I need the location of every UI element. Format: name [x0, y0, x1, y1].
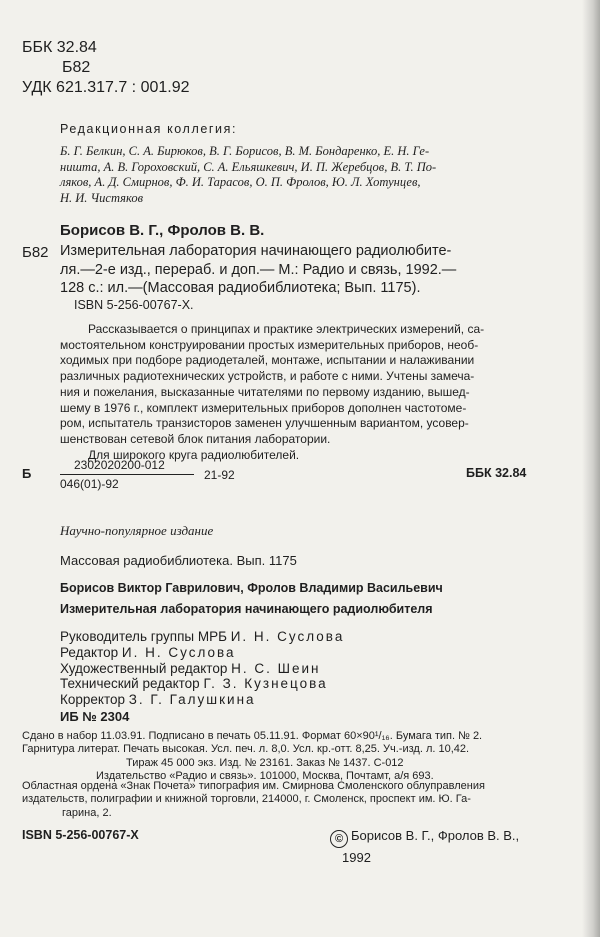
copyright-icon: © [330, 830, 348, 848]
board-line: ништа, А. В. Гороховский, С. А. Ельяшкевич, И. П. Жеребцов, В. Т. По- [60, 159, 437, 174]
bibliography-code: Б82 [22, 244, 49, 261]
staff-line [60, 692, 344, 708]
catalog-letter: Б [22, 466, 32, 481]
staff-role: Художественный редактор [60, 660, 228, 676]
printer-line: издательств, полиграфии и книжной торговли, 214000, г. Смоленск, проспект им. Ю. Га- [22, 793, 471, 806]
abstract-line: Для широкого круга радиолюбителей. [88, 447, 300, 462]
page-edge-shadow [582, 0, 600, 937]
biblio-line: Измерительная лаборатория начинающего радиолюбите- [60, 243, 452, 259]
board-line: Б. Г. Белкин, С. А. Бирюков, В. Г. Борисов, В. М. Бондаренко, Е. Н. Ге- [60, 144, 430, 158]
print-line: Гарнитура литерат. Печать высокая. Усл. печ. л. 8,0. Усл. кр.-отт. 8,25. Уч.-изд. л. 10,42. [22, 743, 470, 756]
bibliography-authors: Борисов В. Г., Фролов В. В. [60, 222, 265, 239]
copyright-year: 1992 [342, 850, 371, 865]
staff-role: Редактор [60, 644, 119, 660]
catalog-suffix: 21-92 [204, 468, 235, 482]
printer-line: Областная ордена «Знак Почета» типография им. Смирнова Смоленского облуправления [22, 780, 485, 792]
biblio-line: ля.—2-е изд., перераб. и доп.— М.: Радио и связь, 1992.— [60, 261, 457, 278]
staff-line [60, 645, 344, 661]
staff-line [60, 629, 344, 645]
catalog-index [60, 458, 235, 491]
abstract [60, 322, 484, 463]
staff-name: И. Н. Суслова [230, 629, 345, 644]
abstract-line: различных радиотехнических устройств, и работе с ними. Учтены замеча- [60, 369, 475, 384]
staff-name: Г. З. Кузнецова [203, 676, 328, 692]
biblio-line: 128 с.: ил.—(Массовая радиобиблиотека; Вып. 1175). [60, 280, 421, 296]
book-title: Измерительная лаборатория начинающего радиолюбителя [60, 602, 433, 616]
catalog-bbk: ББК 32.84 [466, 466, 527, 480]
ib-number: ИБ № 2304 [60, 709, 130, 724]
staff-name: Н. С. Шеин [231, 660, 321, 676]
abstract-line: ром, испытатель транзисторов заменен улучшенным вариантом, усовер- [60, 416, 469, 431]
printer-info [22, 780, 485, 820]
footer-isbn: ISBN 5-256-00767-X [22, 828, 139, 842]
classification-codes [22, 38, 190, 98]
authors-full: Борисов Виктор Гаврилович, Фролов Владимир Васильевич [60, 581, 443, 595]
author-code: Б82 [62, 59, 91, 76]
board-line: ляков, А. Д. Смирнов, Ф. И. Тарасов, О. П. Фролов, Ю. Л. Хотунцев, [60, 175, 421, 190]
copyright-block [330, 826, 519, 868]
bibliography-isbn: ISBN 5-256-00767-X. [74, 298, 194, 312]
print-line: Сдано в набор 11.03.91. Подписано в печать 05.11.91. Формат 60×90¹/₁₆. Бумага тип. № 2. [22, 730, 483, 742]
staff-role: Технический редактор [60, 676, 200, 692]
catalog-numerator: 2302020200-012 [60, 458, 194, 475]
abstract-line: шему в 1976 г., комплект измерительных приборов дополнен частотоме- [60, 400, 467, 415]
board-line: Н. И. Чистяков [60, 190, 144, 205]
bibliography-description [60, 242, 456, 298]
series-name: Массовая радиобиблиотека. Вып. 1175 [60, 553, 297, 568]
copyright-line [330, 826, 519, 848]
bbk-code: ББК 32.84 [22, 39, 97, 56]
abstract-line: шенствован сетевой блок питания лаборатории. [60, 431, 331, 446]
print-info [22, 730, 482, 783]
staff-line [60, 661, 344, 677]
edition-type: Научно-популярное издание [60, 523, 214, 538]
editorial-board-title: Редакционная коллегия: [60, 122, 238, 136]
staff-list [60, 629, 344, 708]
catalog-denominator: 046(01)-92 [60, 477, 119, 491]
staff-name: З. Г. Галушкина [128, 692, 256, 708]
abstract-line: Рассказывается о принципах и практике электрических измерений, са- [88, 322, 485, 336]
publisher-line: Издательство «Радио и связь». 101000, Москва, Почтамт, а/я 693. [96, 769, 434, 782]
staff-line [60, 676, 344, 692]
abstract-line: ходимых при подборе радиодеталей, монтаже, испытании и налаживании [60, 353, 475, 368]
abstract-line: мостоятельном конструировании простых измерительных приборов, необ- [60, 337, 479, 352]
printer-line: гарина, 2. [62, 806, 112, 819]
staff-name: И. Н. Суслова [121, 644, 236, 660]
print-line: Тираж 45 000 экз. Изд. № 23161. Заказ № 1437. С-012 [126, 756, 404, 769]
staff-role: Руководитель группы МРБ [60, 629, 227, 644]
staff-role: Корректор [60, 692, 126, 708]
abstract-line: ния и пожелания, высказанные читателями по первому изданию, вышед- [60, 384, 470, 399]
copyright-holders: Борисов В. Г., Фролов В. В., [351, 828, 520, 843]
udk-code: УДК 621.317.7 : 001.92 [22, 79, 190, 96]
editorial-board-members [60, 144, 560, 206]
